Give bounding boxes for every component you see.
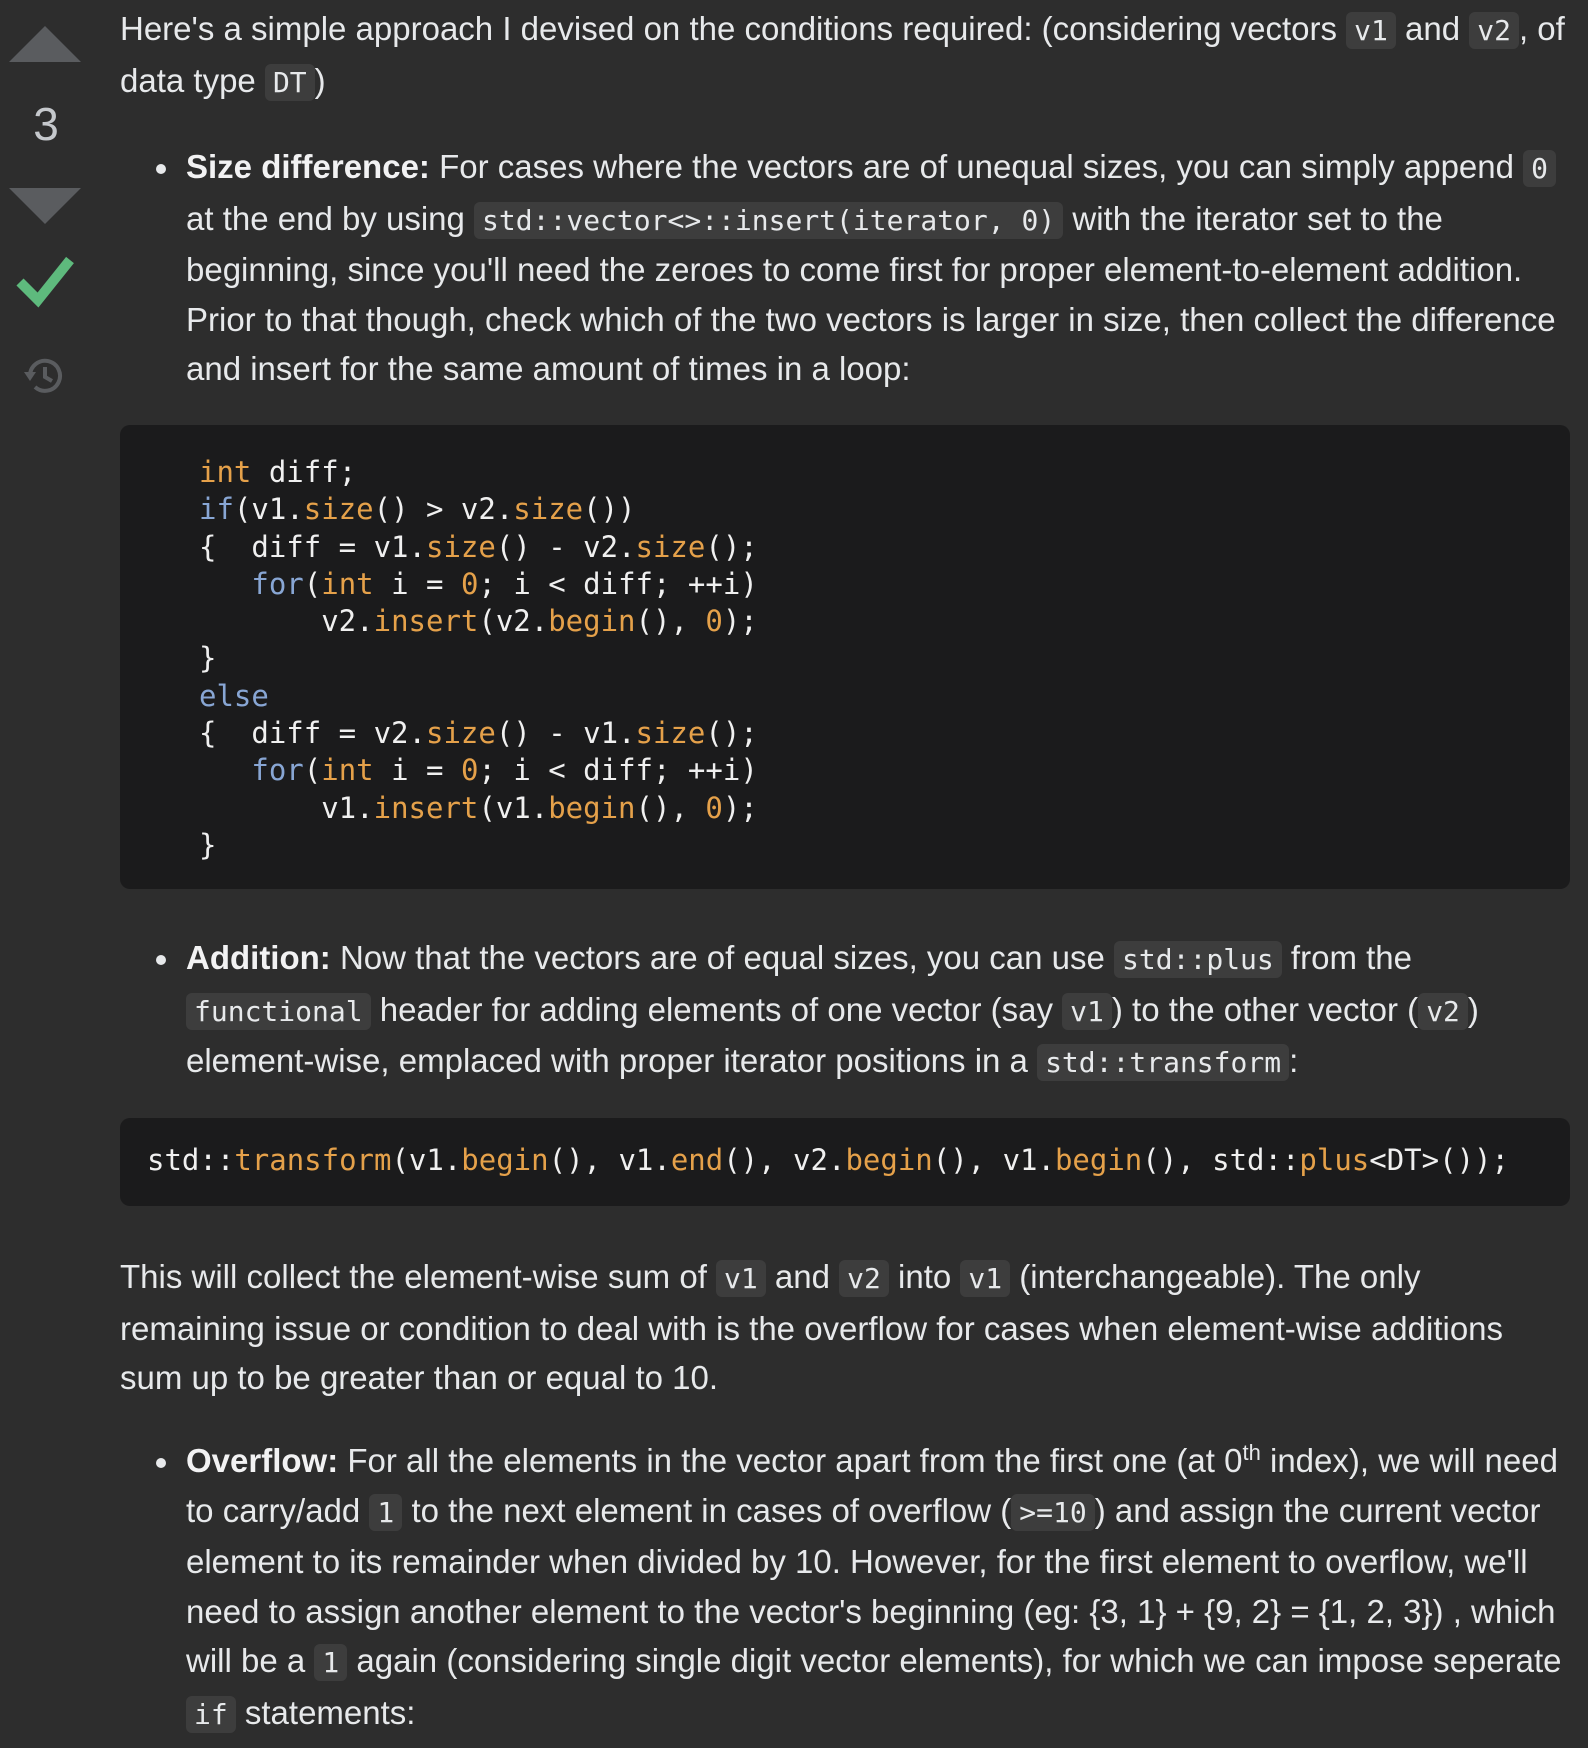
text: with the iterator set to the beginning, since you'll need the zeroes to come first for proper element-to-element addition. Prior to that though, check which of the two vectors is larger in size, then collect the difference and insert for the same amount of times in a loop: — [186, 199, 1556, 387]
code-token: v1. — [199, 790, 374, 825]
code-token: ; i < diff; ++i) — [478, 566, 758, 601]
code-token: ( — [303, 753, 322, 788]
inline-code: v1 — [1346, 12, 1396, 49]
code-token: ()) — [583, 492, 636, 527]
bullet-dot — [156, 164, 166, 174]
size-difference-paragraph — [186, 142, 1576, 394]
downvote-arrow-icon[interactable] — [9, 186, 81, 226]
inline-code: v1 — [716, 1260, 766, 1297]
code-token: { diff = v2. — [199, 716, 426, 751]
code-token: ); — [722, 604, 758, 639]
code-token: ( — [303, 566, 322, 601]
code-token: size — [635, 716, 706, 751]
list-item-size-difference — [186, 142, 1576, 394]
text: , of data type — [120, 10, 1565, 99]
code-token: (); — [705, 716, 758, 751]
code-token: begin — [1054, 1143, 1143, 1177]
code-token: 0 — [460, 753, 479, 788]
code-token: begin — [548, 790, 636, 825]
code-token: for — [251, 753, 304, 788]
code-token: plus — [1299, 1143, 1370, 1177]
text: Here's a simple approach I devised on the conditions required: (considering vectors — [120, 10, 1347, 47]
addition-paragraph — [186, 933, 1576, 1088]
text: at the end by using — [186, 199, 475, 237]
bullet-heading: Size difference: — [186, 148, 430, 185]
code-token: { diff = v1. — [199, 529, 426, 564]
inline-code: functional — [186, 993, 371, 1030]
code-token: v2. — [199, 604, 374, 639]
code-token: int — [199, 455, 252, 489]
code-token: size — [635, 529, 706, 564]
accepted-checkmark-icon — [16, 254, 74, 308]
code-token: <DT>()); — [1369, 1143, 1509, 1177]
text: and — [1395, 10, 1470, 47]
code-token: () > v2. — [373, 492, 514, 527]
bullet-dot — [156, 1458, 166, 1468]
code-token: int — [321, 566, 374, 601]
code-block-transform[interactable] — [120, 1118, 1570, 1206]
code-token: 0 — [460, 566, 479, 601]
code-token: size — [425, 529, 496, 564]
bullet-heading: Overflow: — [186, 1442, 339, 1479]
upvote-arrow-icon[interactable] — [9, 24, 81, 64]
code-token: 0 — [705, 604, 723, 639]
code-token: insert — [373, 604, 479, 639]
code-token: (v2. — [478, 604, 549, 639]
code-token: ; i < diff; ++i) — [478, 753, 758, 788]
code-token: (), — [635, 604, 706, 639]
code-token: ); — [722, 790, 758, 825]
text: ) element-wise, emplaced with proper iterator positions in a — [186, 990, 1479, 1079]
vote-score: 3 — [33, 98, 59, 150]
revision-history-icon[interactable] — [22, 354, 66, 398]
text: (interchangeable). The only remaining issue or condition to deal with is the overflow for cases when element-wise additions sum up to be greater than or equal to 10. — [120, 1258, 1504, 1396]
code-token: (), v1. — [932, 1143, 1055, 1177]
code-token: size — [425, 716, 496, 751]
text: header for adding elements of one vector (say — [370, 990, 1063, 1028]
inline-code: >=10 — [1011, 1494, 1094, 1531]
bullet-heading: Addition: — [186, 939, 331, 976]
inline-code: if — [186, 1696, 236, 1733]
code-token: for — [251, 566, 304, 601]
inline-code: DT — [265, 64, 315, 101]
text: : — [1289, 1042, 1299, 1079]
inline-code: v2 — [839, 1260, 889, 1297]
code-token: (), — [635, 790, 706, 825]
inline-code: std::plus — [1114, 941, 1282, 978]
code-token: (v1. — [391, 1143, 462, 1177]
code-token: (), v1. — [548, 1143, 671, 1177]
text: to the next element in cases of overflow ( — [402, 1491, 1012, 1529]
code-token: i = — [373, 566, 461, 601]
code-token: (v1. — [478, 790, 549, 825]
code-token: if — [199, 492, 234, 527]
code-token: size — [513, 492, 584, 527]
text: For all the elements in the vector apart from the first one (at 0 — [338, 1442, 1243, 1479]
code-token: begin — [461, 1143, 549, 1177]
code-token: int — [321, 753, 374, 788]
code-token: (), v2. — [723, 1143, 846, 1177]
text: index), we will need to carry/add — [186, 1442, 1558, 1529]
code-token: insert — [373, 790, 479, 825]
text: ) — [314, 61, 326, 99]
text: ) and assign the current vector element to its remainder when divided by 10. However, for the first element to overflow, we'll need to assign another element to the vector's beginning (eg: {3, 1} + {9, 2} = {1, 2, 3}) , which will be a — [186, 1491, 1556, 1679]
code-token: i = — [373, 753, 461, 788]
overflow-paragraph — [186, 1436, 1576, 1739]
text: statements: — [235, 1693, 416, 1731]
code-token: () - v2. — [495, 529, 636, 564]
code-token — [199, 567, 251, 601]
list-item-addition — [186, 933, 1576, 1088]
inline-code: v1 — [1062, 993, 1112, 1030]
text: For cases where the vectors are of unequal sizes, you can simply append — [429, 148, 1524, 185]
bullet-dot — [156, 955, 166, 965]
code-token: begin — [845, 1143, 933, 1177]
inline-code: v2 — [1418, 993, 1468, 1030]
code-token: std:: — [147, 1143, 235, 1177]
inline-code: v2 — [1469, 12, 1519, 49]
text: ) to the other vector ( — [1111, 990, 1419, 1028]
code-token: } — [199, 641, 217, 676]
code-token: size — [303, 492, 374, 527]
code-token: 0 — [705, 790, 723, 825]
superscript: th — [1242, 1440, 1261, 1465]
text: into — [888, 1258, 961, 1295]
text: Now that the vectors are of equal sizes, you can use — [330, 939, 1115, 976]
inline-code: 1 — [369, 1494, 402, 1531]
inline-code: std::transform — [1037, 1044, 1289, 1081]
code-block-size-difference[interactable] — [120, 425, 1570, 889]
code-token: () - v1. — [495, 716, 636, 751]
inline-code: 0 — [1523, 150, 1556, 187]
text: and — [765, 1258, 840, 1295]
text: from the — [1281, 939, 1412, 976]
text: This will collect the element-wise sum of — [120, 1258, 717, 1295]
code-token: (v1. — [233, 492, 304, 527]
code-token: (), std:: — [1142, 1143, 1300, 1177]
inline-code: 1 — [314, 1644, 347, 1681]
code-token: } — [199, 827, 217, 862]
code-token: end — [670, 1143, 724, 1177]
code-token: else — [199, 678, 269, 713]
code-token: diff; — [251, 455, 357, 489]
code-token — [199, 753, 251, 787]
inline-code: std::vector<>::insert(iterator, 0) — [474, 202, 1063, 239]
code-token: begin — [548, 604, 636, 639]
summary-paragraph — [120, 1252, 1570, 1403]
code-token: transform — [234, 1143, 392, 1177]
text: again (considering single digit vector elements), for which we can impose seperate — [347, 1642, 1562, 1679]
code-token: (); — [705, 529, 758, 564]
inline-code: v1 — [960, 1260, 1010, 1297]
intro-paragraph — [120, 4, 1570, 107]
list-item-overflow — [186, 1436, 1576, 1739]
